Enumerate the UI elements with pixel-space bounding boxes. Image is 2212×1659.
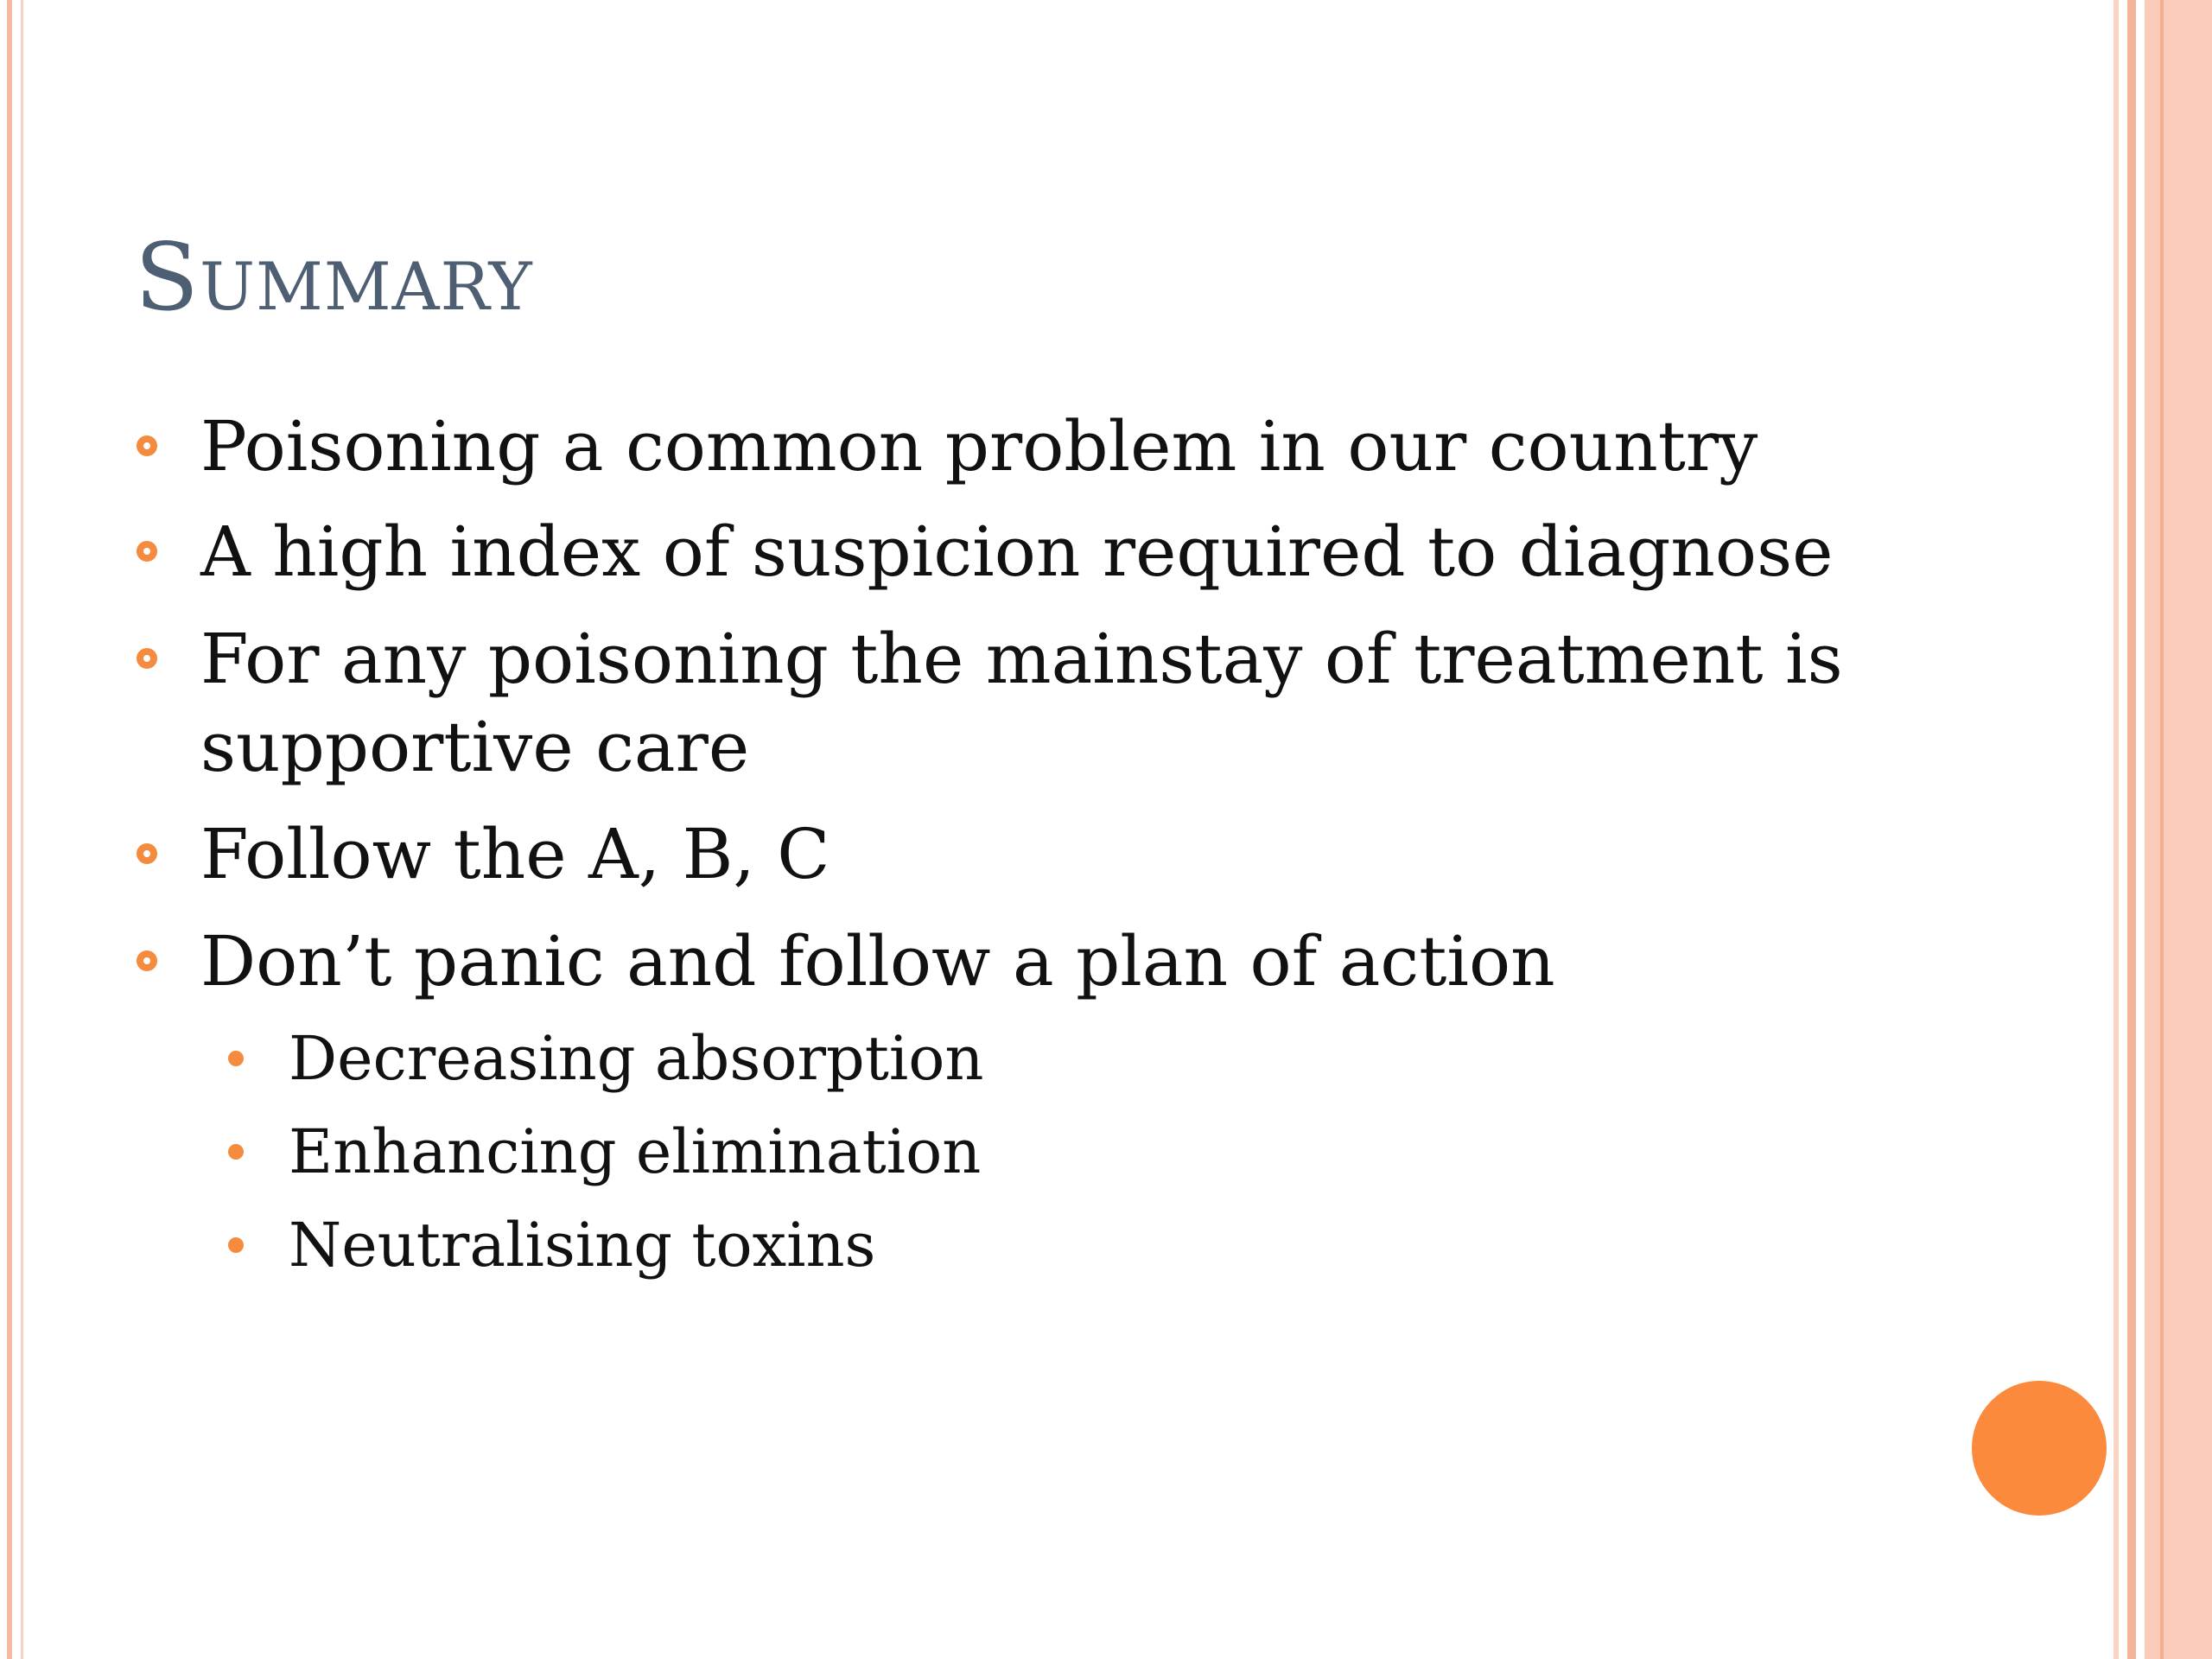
bullet-text: Poisoning a common problem in our country [200,406,1758,486]
sub-bullet-text: Decreasing absorption [289,1023,984,1094]
right-border-stripe [2127,0,2136,1659]
sub-bullet-dot-icon [228,1237,244,1253]
bullet-text: supportive care [200,707,750,787]
bullet-item [200,810,830,899]
bullet-ring-icon [137,541,157,562]
bullet-text: A high index of suspicion required to diagnose [200,512,1834,592]
bullet-ring-icon [137,950,157,971]
sub-bullet-item [289,1113,981,1191]
decorative-circle [1972,1381,2107,1516]
bullet-item [200,403,1758,491]
bullet-ring-icon [137,843,157,864]
bullet-text: For any poisoning the mainstay of treatment is [200,619,1843,699]
right-border-stripe-thin [2113,0,2119,1659]
bullet-item [200,918,1555,1006]
bullet-ring-icon [137,648,157,669]
sub-bullet-text: Neutralising toxins [289,1210,876,1281]
sub-bullet-item [289,1020,983,1097]
bullet-item [200,508,1834,596]
slide-title: Summary [135,224,533,332]
bullet-item [200,615,1843,703]
bullet-continuation [200,703,749,791]
right-border-band [2145,0,2212,1659]
sub-bullet-dot-icon [228,1051,244,1066]
bullet-text: Don’t panic and follow a plan of action [200,921,1555,1001]
sub-bullet-dot-icon [228,1144,244,1160]
bullet-text: Follow the A, B, C [200,814,830,894]
sub-bullet-text: Enhancing elimination [289,1116,982,1187]
sub-bullet-item [289,1206,875,1284]
bullet-ring-icon [137,435,157,456]
right-border-line [2160,0,2164,1659]
